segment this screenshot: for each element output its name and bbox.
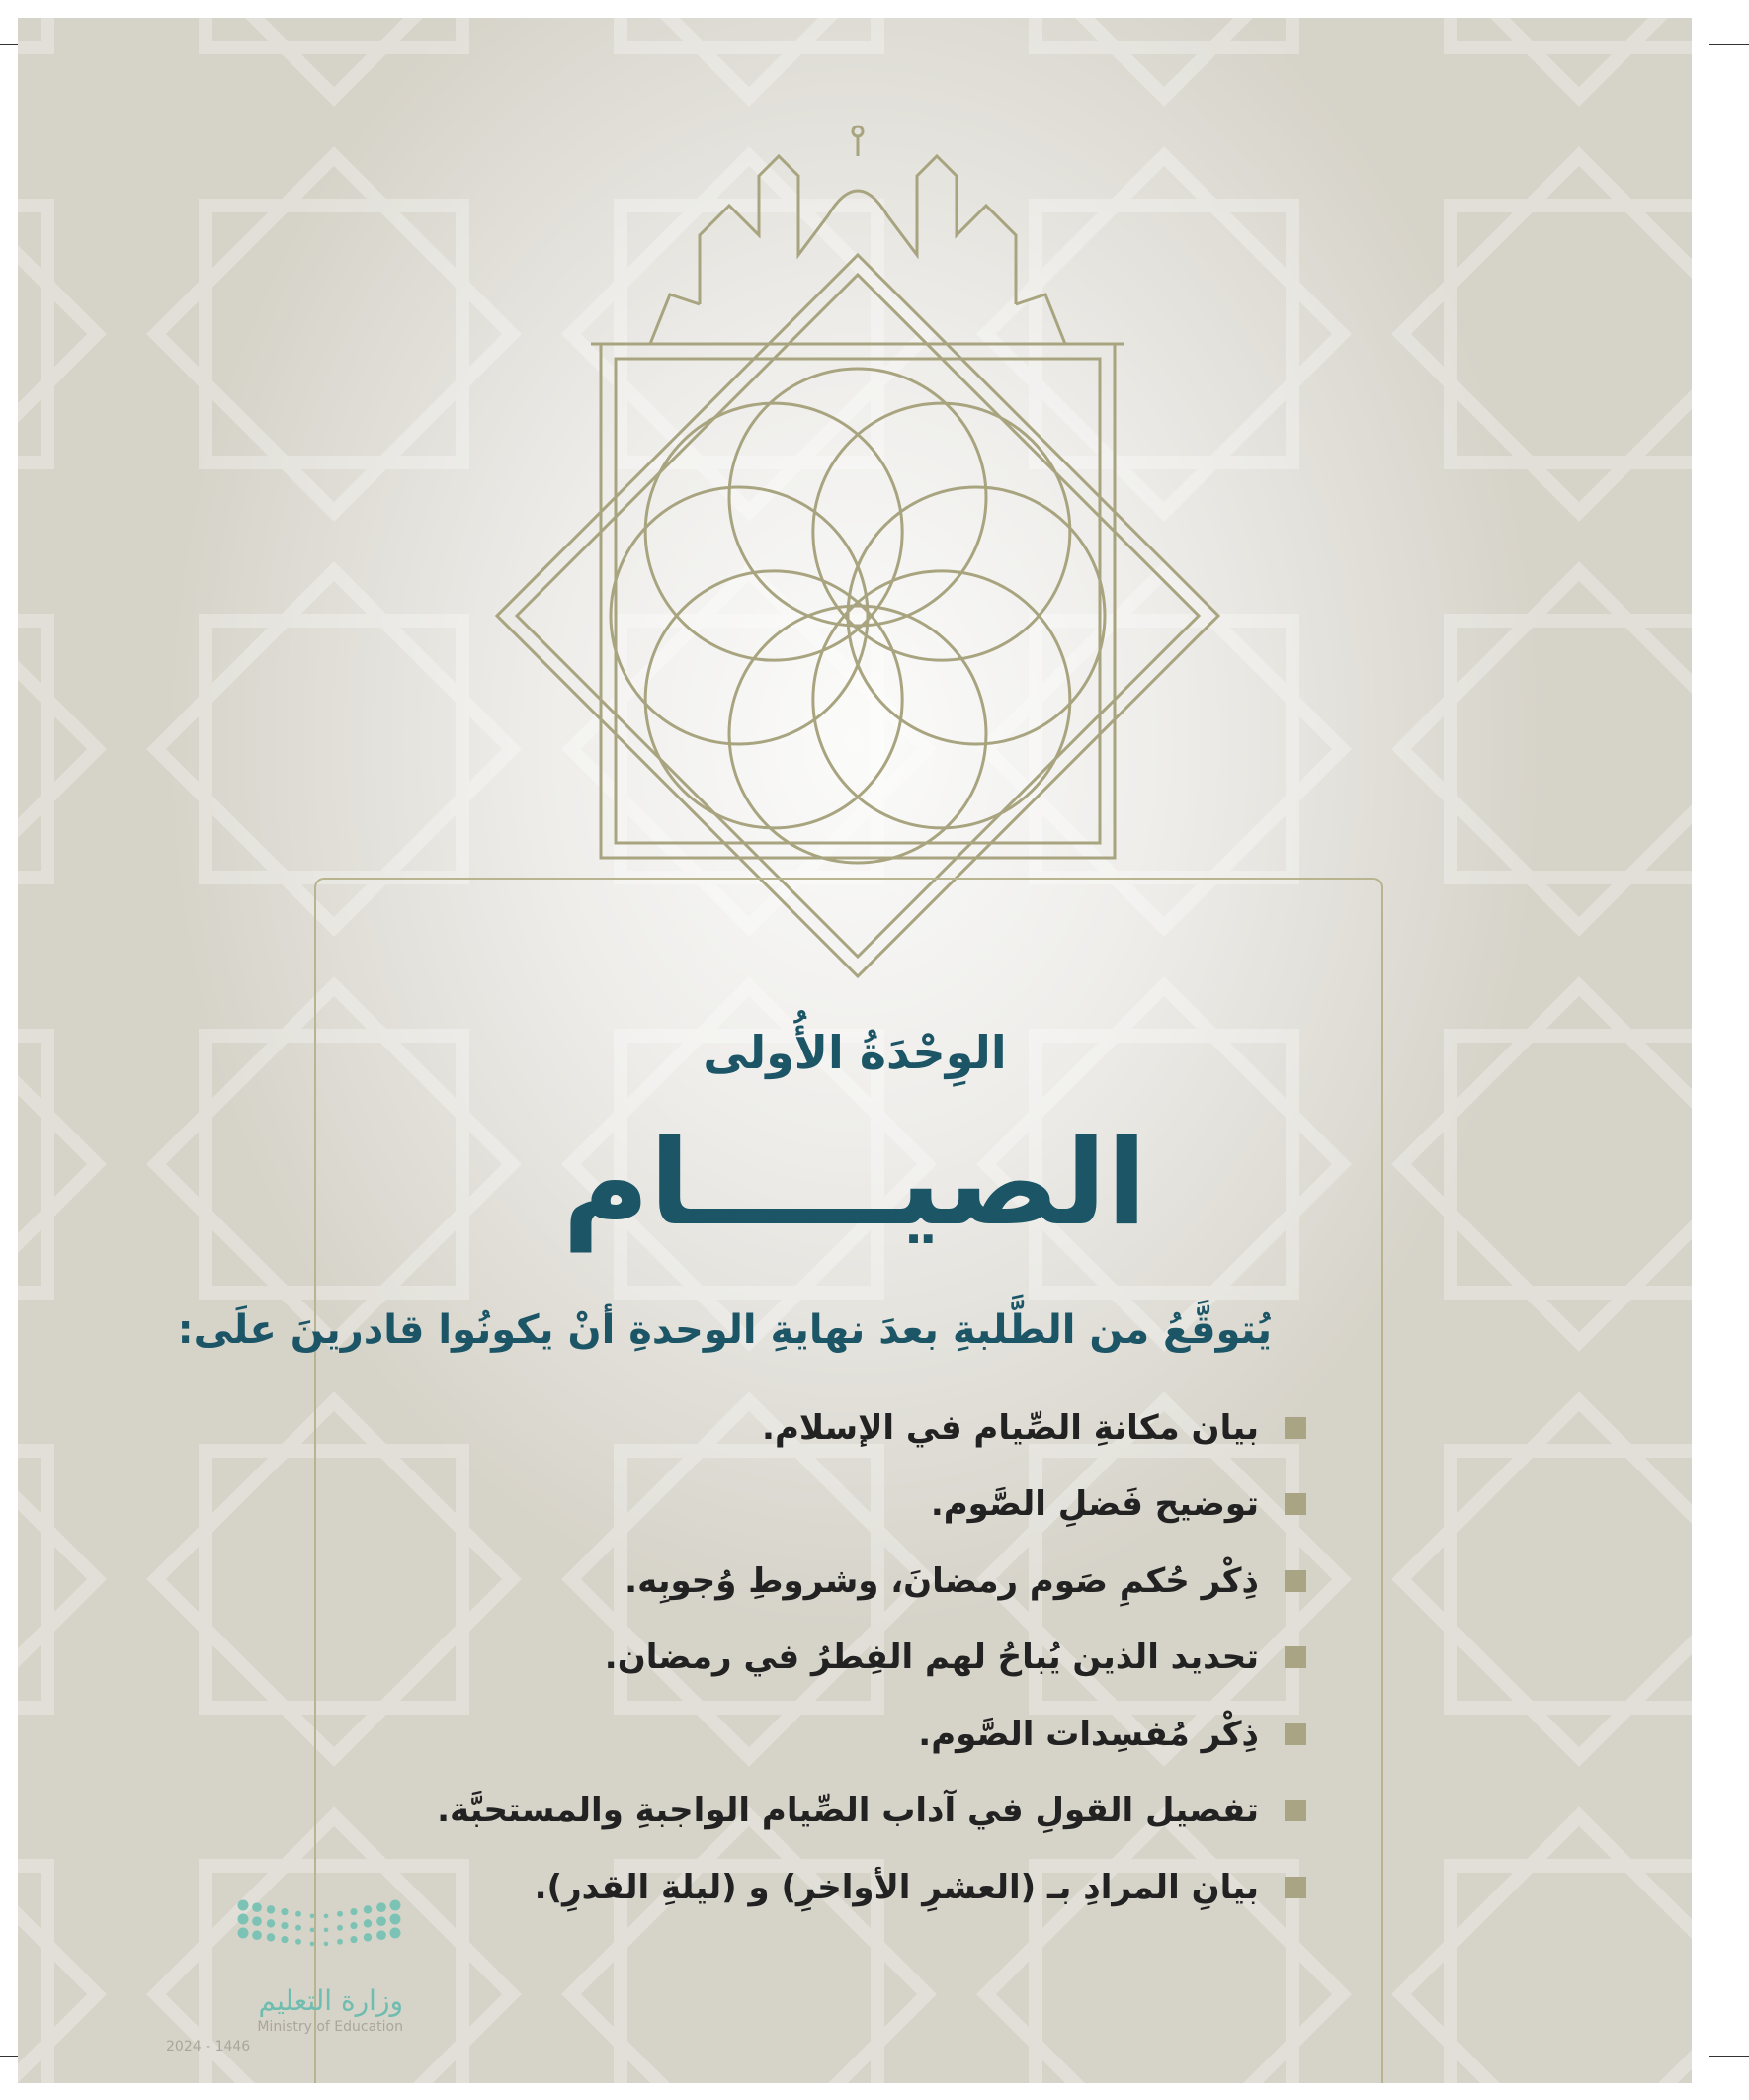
- objective-text: ذِكْر مُفسِدات الصَّوم.: [918, 1714, 1259, 1754]
- objective-text: بيانِ المرادِ بـ (العشرِ الأواخرِ) و (ليلةِ القدرِ).: [534, 1867, 1259, 1907]
- edition-year: 2024 - 1446: [166, 2039, 251, 2055]
- square-bullet-icon: [1285, 1417, 1306, 1439]
- objective-text: توضيح فَضلِ الصَّوم.: [930, 1484, 1259, 1525]
- objective-text: بيان مكانةِ الصِّيام في الإسلام.: [762, 1407, 1259, 1448]
- objectives-intro: يُتوقَّعُ من الطَّلبةِ بعدَ نهايةِ الوحدةِ أنْ يكونُوا قادرينَ علَى:: [177, 1307, 1272, 1353]
- ministry-name-en: Ministry of Education: [257, 2019, 403, 2035]
- square-bullet-icon: [1285, 1570, 1306, 1592]
- objective-item: [437, 1389, 1306, 1467]
- objective-item: [437, 1773, 1306, 1850]
- square-bullet-icon: [1285, 1877, 1306, 1898]
- ministry-name-ar: وزارة التعليم: [258, 1984, 403, 2017]
- crop-mark: [1709, 2056, 1749, 2057]
- objective-text: تفصيل القولِ في آداب الصِّيام الواجبةِ والمستحبَّة.: [437, 1791, 1259, 1831]
- objective-text: تحديد الذين يُباحُ لهم الفِطرُ في رمضان.: [604, 1638, 1259, 1678]
- page: [18, 18, 1692, 2083]
- objective-text: ذِكْر حُكمِ صَوم رمضانَ، وشروطِ وُجوبِه.: [625, 1560, 1259, 1601]
- mosque-rosette-ornament: [472, 117, 1243, 986]
- square-bullet-icon: [1285, 1723, 1306, 1745]
- objective-item: [437, 1849, 1306, 1926]
- ministry-logo: [166, 1895, 403, 2063]
- square-bullet-icon: [1285, 1800, 1306, 1821]
- unit-title: الصيـــــام: [562, 1115, 1147, 1252]
- objectives-list: [437, 1389, 1306, 1926]
- ministry-logo-dots-icon: [235, 1895, 403, 1974]
- objective-item: [437, 1620, 1306, 1697]
- square-bullet-icon: [1285, 1493, 1306, 1515]
- objective-item: [437, 1696, 1306, 1773]
- objective-item: [437, 1467, 1306, 1544]
- crop-mark: [1709, 44, 1749, 45]
- unit-label: الوِحْدَةُ الأُولى: [703, 1026, 1007, 1079]
- square-bullet-icon: [1285, 1646, 1306, 1668]
- objective-item: [437, 1543, 1306, 1620]
